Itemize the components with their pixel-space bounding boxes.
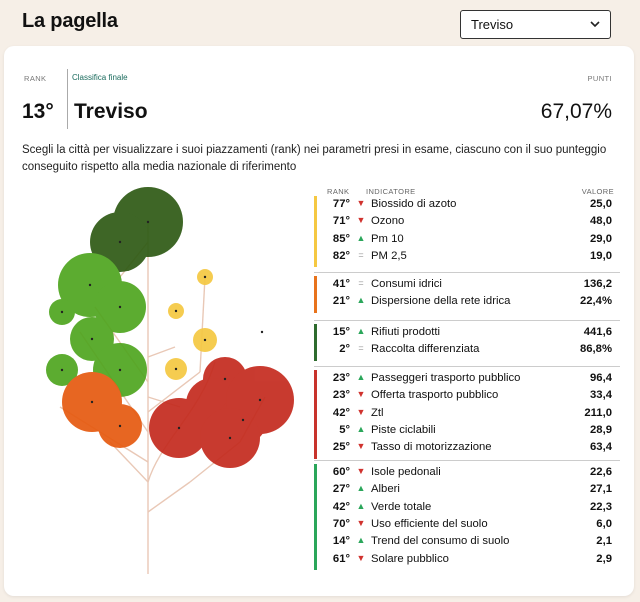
row-rank: 61° [332, 552, 350, 565]
row-value: 22,3 [590, 500, 612, 513]
class-label: Classifica finale [72, 73, 128, 82]
table-row [314, 324, 620, 341]
table-row [314, 464, 620, 481]
table-row [314, 499, 620, 516]
tree-graphic [40, 182, 300, 577]
row-indicator: Biossido di azoto [371, 198, 457, 210]
row-indicator: Ztl [371, 406, 384, 419]
row-indicator: Uso efficiente del suolo [371, 517, 488, 530]
row-indicator: Alberi [371, 483, 400, 496]
group-divider [314, 366, 620, 367]
row-rank: 21° [332, 295, 350, 308]
trend-eq-icon: = [358, 278, 364, 288]
row-rank: 71° [332, 215, 350, 228]
row-value: 29,0 [590, 232, 612, 245]
table-row [314, 405, 620, 422]
col-rank-header: RANK [327, 187, 350, 196]
trend-up-icon: ▲ [356, 500, 366, 511]
row-value: 33,4 [590, 389, 612, 402]
city-select[interactable] [460, 10, 611, 39]
col-value-header: VALORE [581, 187, 614, 196]
table-row [314, 293, 620, 310]
table-row [314, 516, 620, 533]
table-row [314, 213, 620, 230]
page-title: La pagella [22, 10, 118, 32]
row-indicator: Piste ciclabili [371, 423, 436, 436]
row-value: 211,0 [584, 406, 612, 419]
city-select-value: Treviso [471, 17, 514, 32]
row-indicator: Ozono [371, 215, 405, 228]
row-value: 25,0 [590, 198, 612, 210]
table-row [314, 341, 620, 358]
city-name: Treviso [74, 100, 148, 123]
row-rank: 42° [332, 500, 350, 513]
row-value: 96,4 [590, 372, 612, 384]
row-rank: 23° [332, 372, 350, 384]
divider [67, 69, 68, 129]
indicator-group [314, 276, 620, 313]
group-divider [314, 460, 620, 461]
trend-down-icon: ▼ [356, 441, 366, 452]
row-value: 136,2 [583, 278, 612, 290]
description: Scegli la città per visualizzare i suoi piazzamenti (rank) nei parametri presi in esame, ciascuno con il suo punteggio conseguito rispetto alla media nazionale di riferimento [22, 144, 607, 173]
row-indicator: Isole pedonali [371, 466, 441, 478]
row-value: 441,6 [583, 326, 612, 338]
trend-up-icon: ▲ [356, 295, 366, 306]
col-indicator-header: INDICATORE [366, 187, 416, 196]
row-indicator: Dispersione della rete idrica [371, 295, 511, 308]
group-divider [314, 272, 620, 273]
trend-up-icon: ▲ [356, 372, 366, 382]
trend-eq-icon: = [358, 343, 364, 354]
row-rank: 85° [332, 232, 350, 245]
row-indicator: PM 2,5 [371, 249, 407, 262]
row-rank: 14° [332, 535, 350, 548]
table-row [314, 231, 620, 248]
row-indicator: Raccolta differenziata [371, 343, 480, 356]
row-value: 86,8% [579, 343, 612, 356]
row-indicator: Offerta trasporto pubblico [371, 389, 499, 402]
trend-down-icon: ▼ [356, 406, 366, 417]
trend-up-icon: ▲ [356, 423, 366, 434]
row-rank: 25° [332, 441, 350, 454]
row-value: 28,9 [590, 423, 612, 436]
overall-rank: 13° [22, 100, 54, 123]
row-rank: 70° [332, 517, 350, 530]
row-indicator: Tasso di motorizzazione [371, 441, 492, 454]
row-indicator: Verde totale [371, 500, 432, 513]
row-rank: 5° [339, 423, 350, 436]
row-value: 22,6 [590, 466, 612, 478]
group-divider [314, 320, 620, 321]
table-row [314, 276, 620, 293]
trend-eq-icon: = [358, 249, 364, 260]
trend-down-icon: ▼ [356, 198, 366, 208]
trend-down-icon: ▼ [356, 466, 366, 476]
indicator-group [314, 464, 620, 570]
indicator-group [314, 370, 620, 459]
table-row [314, 370, 620, 387]
row-rank: 42° [332, 406, 350, 419]
row-indicator: Consumi idrici [371, 278, 442, 290]
row-indicator: Rifiuti prodotti [371, 326, 441, 338]
rank-label: RANK [24, 74, 47, 83]
row-indicator: Pm 10 [371, 232, 404, 245]
table-row [314, 422, 620, 439]
trend-up-icon: ▲ [356, 535, 366, 546]
row-rank: 82° [332, 249, 350, 262]
table-row [314, 533, 620, 550]
trend-down-icon: ▼ [356, 389, 366, 400]
row-rank: 41° [332, 278, 350, 290]
table-row [314, 481, 620, 498]
indicator-group [314, 196, 620, 267]
row-value: 27,1 [590, 483, 612, 496]
row-rank: 77° [332, 198, 350, 210]
row-value: 63,4 [590, 441, 612, 454]
row-value: 19,0 [590, 249, 612, 262]
table-row [314, 196, 620, 213]
trend-down-icon: ▼ [356, 552, 366, 563]
row-rank: 15° [332, 326, 350, 338]
overall-points: 67,07% [540, 100, 612, 123]
trend-down-icon: ▼ [356, 215, 366, 226]
row-indicator: Trend del consumo di suolo [371, 535, 510, 548]
table-row [314, 439, 620, 456]
row-indicator: Solare pubblico [371, 552, 449, 565]
row-value: 2,1 [596, 535, 612, 548]
row-rank: 60° [332, 466, 350, 478]
table-row [314, 248, 620, 265]
row-value: 48,0 [590, 215, 612, 228]
row-indicator: Passeggeri trasporto pubblico [371, 372, 521, 384]
row-rank: 2° [339, 343, 350, 356]
row-value: 22,4% [579, 295, 612, 308]
indicator-group [314, 324, 620, 361]
trend-up-icon: ▲ [356, 483, 366, 494]
trend-up-icon: ▲ [356, 232, 366, 243]
trend-up-icon: ▲ [356, 326, 366, 336]
row-value: 2,9 [596, 552, 612, 565]
row-rank: 23° [332, 389, 350, 402]
table-row [314, 387, 620, 404]
table-row [314, 551, 620, 568]
row-value: 6,0 [596, 517, 612, 530]
trend-down-icon: ▼ [356, 517, 366, 528]
points-label: PUNTI [587, 74, 612, 83]
chevron-down-icon [589, 18, 601, 30]
row-rank: 27° [332, 483, 350, 496]
report-card [4, 46, 634, 596]
